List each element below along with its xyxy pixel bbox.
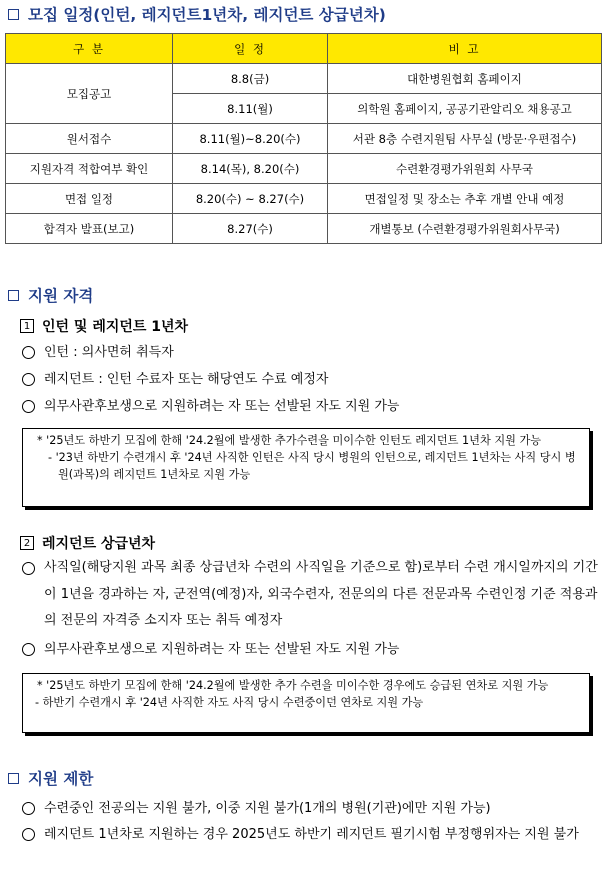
cell-date: 8.14(목), 8.20(수) bbox=[173, 154, 328, 184]
header-date: 일 정 bbox=[173, 34, 328, 64]
cell-note: 대한병원협회 홈페이지 bbox=[328, 64, 602, 94]
list-item: 의무사관후보생으로 지원하려는 자 또는 선발된 자도 지원 가능 bbox=[22, 637, 602, 662]
qualification-heading: 지원 자격 bbox=[8, 284, 93, 306]
cell-category: 모집공고 bbox=[6, 64, 173, 124]
circle-bullet-icon bbox=[22, 643, 35, 656]
table-header-row bbox=[6, 34, 602, 64]
list-item: 레지던트 : 인턴 수료자 또는 해당연도 수료 예정자 bbox=[22, 367, 602, 392]
cell-date: 8.11(월) bbox=[173, 94, 328, 124]
table-row bbox=[6, 154, 602, 184]
cell-category: 면접 일정 bbox=[6, 184, 173, 214]
cell-date: 8.20(수) ~ 8.27(수) bbox=[173, 184, 328, 214]
note-line: - 하반기 수련개시 후 '24년 사직한 자도 사직 당시 수련중이던 연차로 지원 가능 bbox=[35, 696, 424, 709]
section2-title: 2 레지던트 상급년차 bbox=[20, 533, 155, 553]
list-item: 인턴 : 의사면허 취득자 bbox=[22, 340, 602, 365]
cell-note: 면접일정 및 장소는 추후 개별 안내 예정 bbox=[328, 184, 602, 214]
circle-bullet-icon bbox=[22, 373, 35, 386]
list-item: 의무사관후보생으로 지원하려는 자 또는 선발된 자도 지원 가능 bbox=[22, 394, 602, 419]
cell-category: 지원자격 적합여부 확인 bbox=[6, 154, 173, 184]
note-line: * '25년도 하반기 모집에 한해 '24.2월에 발생한 추가 수련을 미이수한 경우에도 승급된 연차로 지원 가능 bbox=[37, 679, 549, 692]
circle-bullet-icon bbox=[22, 400, 35, 413]
header-note: 비 고 bbox=[328, 34, 602, 64]
cell-note: 개별통보 (수련환경평가위원회사무국) bbox=[328, 214, 602, 244]
table-row bbox=[6, 124, 602, 154]
cell-date: 8.8(금) bbox=[173, 64, 328, 94]
note-line: * '25년도 하반기 모집에 한해 '24.2월에 발생한 추가수련을 미이수한 인턴도 레지던트 1년차 지원 가능 bbox=[37, 434, 542, 447]
cell-category: 원서접수 bbox=[6, 124, 173, 154]
note-line: - '23년 하반기 수련개시 후 '24년 사직한 인턴은 사직 당시 병원의 인턴으로, 레지던트 1년차는 사직 당시 병원(과목)의 레지던트 1년차로 지원 가능 bbox=[48, 451, 576, 481]
square-bullet-icon bbox=[8, 773, 19, 784]
cell-note: 의학원 홈페이지, 공공기관알리오 채용공고 bbox=[328, 94, 602, 124]
cell-note: 서관 8층 수련지원팀 사무실 (방문·우편접수) bbox=[328, 124, 602, 154]
list-item: 사직일(해당지원 과목 최종 상급년차 수련의 사직일을 기준으로 함)로부터 수련 개시일까지의 기간이 1년을 경과하는 자, 군전역(예정)자, 외국수련자, 전문의의 다른 전문과목 수련인정 기준 적용과의 전문의 자격증 소지자 또는 취득 예정자 bbox=[22, 555, 602, 635]
table-row bbox=[6, 214, 602, 244]
list-item: 레지던트 1년차로 지원하는 경우 2025년도 하반기 레지던트 필기시험 부정행위자는 지원 불가 bbox=[22, 822, 602, 847]
schedule-table bbox=[5, 33, 602, 244]
table-row bbox=[6, 184, 602, 214]
circle-bullet-icon bbox=[22, 562, 35, 575]
list-item: 수련중인 전공의는 지원 불가, 이중 지원 불가(1개의 병원(기관)에만 지원 가능) bbox=[22, 796, 602, 821]
circle-bullet-icon bbox=[22, 802, 35, 815]
cell-date: 8.11(월)~8.20(수) bbox=[173, 124, 328, 154]
note-box bbox=[22, 428, 590, 507]
cell-note: 수련환경평가위원회 사무국 bbox=[328, 154, 602, 184]
cell-date: 8.27(수) bbox=[173, 214, 328, 244]
circle-bullet-icon bbox=[22, 828, 35, 841]
table-row bbox=[6, 64, 602, 94]
header-category: 구 분 bbox=[6, 34, 173, 64]
note-box bbox=[22, 673, 590, 733]
square-bullet-icon bbox=[8, 290, 19, 301]
restriction-heading: 지원 제한 bbox=[8, 767, 93, 789]
section-number-box: 2 bbox=[20, 536, 34, 550]
schedule-heading: 모집 일정(인턴, 레지던트1년차, 레지던트 상급년차) bbox=[8, 3, 386, 25]
circle-bullet-icon bbox=[22, 346, 35, 359]
square-bullet-icon bbox=[8, 9, 19, 20]
section-number-box: 1 bbox=[20, 319, 34, 333]
cell-category: 합격자 발표(보고) bbox=[6, 214, 173, 244]
section1-title: 1 인턴 및 레지던트 1년차 bbox=[20, 316, 188, 336]
